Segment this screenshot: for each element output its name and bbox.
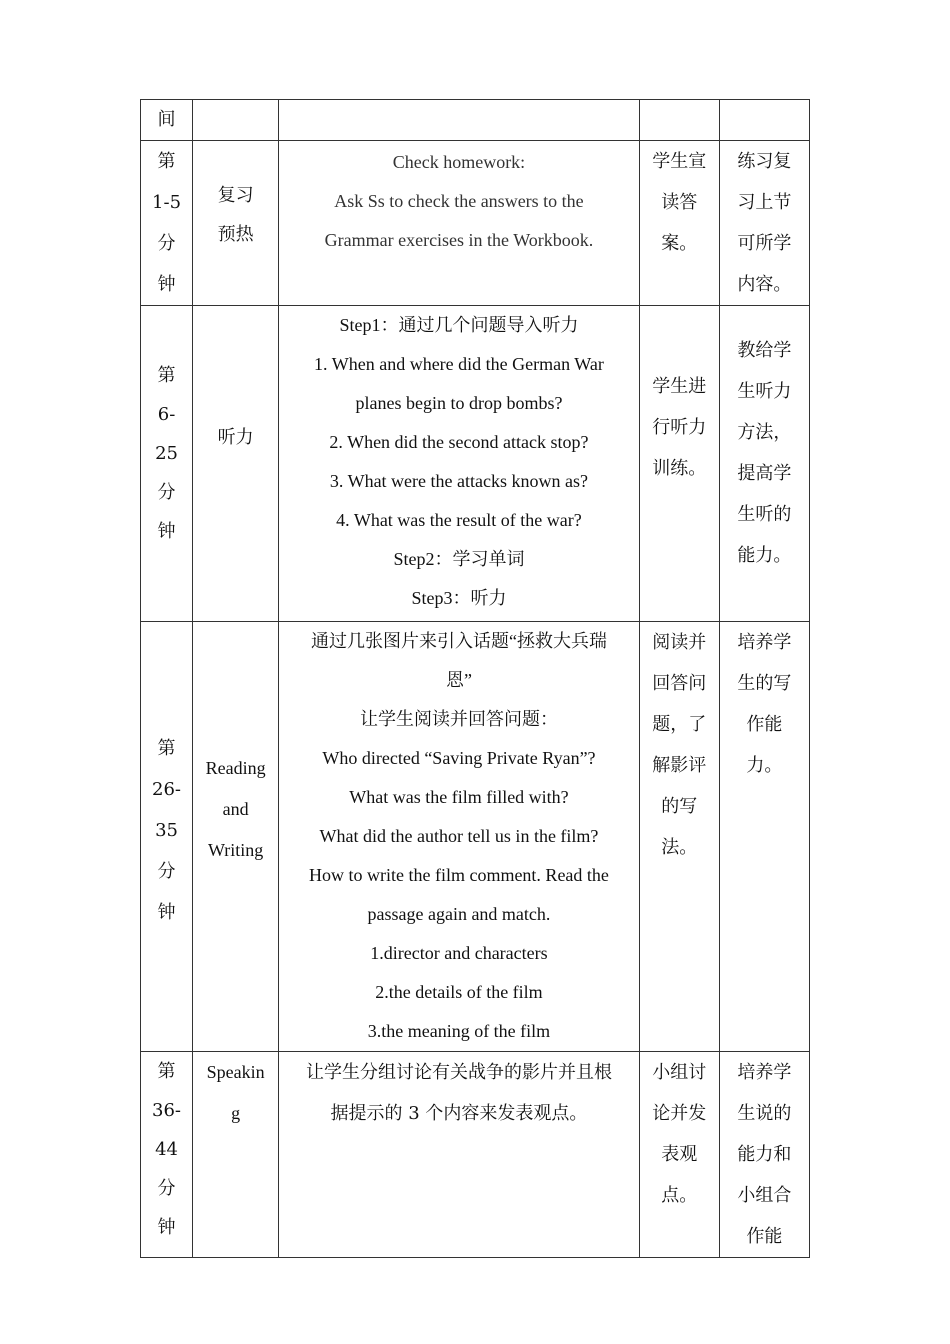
student-text: 读答 xyxy=(661,192,698,213)
lesson-plan-table xyxy=(140,99,810,1258)
purpose-cell xyxy=(719,1052,809,1258)
activity-cell xyxy=(279,622,640,1052)
time-text: 分 xyxy=(157,233,176,254)
activity-cell xyxy=(279,1052,640,1258)
time-text: 1-5 xyxy=(152,192,182,213)
table-row xyxy=(141,622,810,1052)
time-text: 钟 xyxy=(157,902,176,923)
student-text: 表观 xyxy=(661,1144,698,1165)
time-text: 第 xyxy=(157,1061,176,1082)
purpose-cell xyxy=(719,141,809,306)
purpose-text: 能力。 xyxy=(737,545,792,566)
student-cell xyxy=(639,1052,719,1258)
activity-line: How to write the film comment. Read the xyxy=(308,865,609,885)
purpose-text: 力。 xyxy=(746,755,783,776)
time-text: 钟 xyxy=(157,274,176,295)
time-text: 钟 xyxy=(157,521,176,542)
purpose-cell xyxy=(719,622,809,1052)
stage-text: Reading xyxy=(205,758,266,778)
time-text: 间 xyxy=(157,109,176,130)
activity-line: 4. What was the result of the war? xyxy=(336,510,582,530)
purpose-text: 提高学 xyxy=(737,463,792,484)
student-cell xyxy=(639,100,719,141)
activity-line: Step2：学习单词 xyxy=(393,549,525,569)
time-text: 第 xyxy=(157,738,176,759)
purpose-text: 习上节 xyxy=(737,192,792,213)
student-text: 法。 xyxy=(661,837,698,858)
time-text: 26- xyxy=(152,779,182,800)
stage-text: 听力 xyxy=(217,427,254,448)
time-text: 分 xyxy=(157,1178,176,1199)
activity-line: 通过几张图片来引入话题“拯救大兵瑞 xyxy=(310,631,607,651)
student-text: 论并发 xyxy=(652,1103,707,1124)
activity-cell xyxy=(279,306,640,622)
activity-line: 1.director and characters xyxy=(370,943,548,963)
activity-cell xyxy=(279,100,640,141)
time-text: 第 xyxy=(157,365,176,386)
stage-cell xyxy=(193,622,279,1052)
student-text: 的写 xyxy=(661,796,698,817)
activity-line: 1. When and where did the German War xyxy=(314,354,604,374)
activity-line: 让学生阅读并回答问题： xyxy=(359,709,558,729)
table-row xyxy=(141,1052,810,1258)
stage-cell xyxy=(193,1052,279,1258)
purpose-text: 练习复 xyxy=(737,151,792,172)
activity-line: passage again and match. xyxy=(367,904,551,924)
activity-line: 让学生分组讨论有关战争的影片并且根 xyxy=(305,1062,612,1083)
purpose-text: 可所学 xyxy=(737,233,792,254)
student-text: 案。 xyxy=(661,233,698,254)
stage-text: Speakin xyxy=(206,1062,265,1082)
time-text: 36- xyxy=(152,1100,182,1121)
purpose-text: 生说的 xyxy=(737,1103,792,1124)
time-cell xyxy=(141,1052,193,1258)
time-text: 分 xyxy=(157,861,176,882)
activity-line: Ask Ss to check the answers to the xyxy=(334,191,584,211)
purpose-text: 教给学 xyxy=(737,340,792,361)
stage-cell xyxy=(193,306,279,622)
stage-text: Writing xyxy=(207,840,264,860)
time-cell xyxy=(141,306,193,622)
time-cell xyxy=(141,622,193,1052)
stage-text: and xyxy=(222,799,249,819)
activity-cell xyxy=(279,141,640,306)
purpose-text: 生听力 xyxy=(737,381,792,402)
activity-line: What did the author tell us in the film? xyxy=(319,826,599,846)
time-text: 25 xyxy=(155,443,178,464)
table-row xyxy=(141,306,810,622)
purpose-text: 生听的 xyxy=(737,504,792,525)
activity-line: 2.the details of the film xyxy=(375,982,543,1002)
student-text: 小组讨 xyxy=(652,1062,707,1083)
student-text: 训练。 xyxy=(652,458,707,479)
activity-line: Grammar exercises in the Workbook. xyxy=(324,230,594,250)
time-text: 钟 xyxy=(157,1217,176,1238)
stage-text: 预热 xyxy=(217,224,254,245)
activity-line: 据提示的 3 个内容来发表观点。 xyxy=(330,1103,588,1124)
activity-line: Who directed “Saving Private Ryan”? xyxy=(322,748,596,768)
activity-line: 恩” xyxy=(445,670,472,690)
time-cell xyxy=(141,141,193,306)
activity-line: Step1：通过几个问题导入听力 xyxy=(339,315,579,335)
time-text: 分 xyxy=(157,482,176,503)
time-text: 35 xyxy=(155,820,178,841)
time-text: 44 xyxy=(155,1139,178,1160)
activity-line: 3. What were the attacks known as? xyxy=(329,471,588,491)
student-text: 点。 xyxy=(661,1185,698,1206)
purpose-text: 生的写 xyxy=(737,673,792,694)
purpose-text: 培养学 xyxy=(737,1062,792,1083)
purpose-cell xyxy=(719,100,809,141)
purpose-text: 培养学 xyxy=(737,632,792,653)
student-text: 回答问 xyxy=(652,673,707,694)
activity-line: Step3：听力 xyxy=(411,588,507,608)
student-text: 解影评 xyxy=(652,755,707,776)
student-text: 学生宣 xyxy=(652,151,707,172)
time-text: 6- xyxy=(157,404,176,425)
activity-line: 2. When did the second attack stop? xyxy=(329,432,589,452)
time-cell xyxy=(141,100,193,141)
activity-line: planes begin to drop bombs? xyxy=(355,393,563,413)
purpose-text: 小组合 xyxy=(737,1185,792,1206)
stage-cell xyxy=(193,141,279,306)
student-text: 阅读并 xyxy=(652,632,707,653)
student-cell xyxy=(639,622,719,1052)
activity-line: Check homework: xyxy=(392,152,526,172)
time-text: 第 xyxy=(157,151,176,172)
activity-line: 3.the meaning of the film xyxy=(367,1021,551,1041)
table-row xyxy=(141,141,810,306)
purpose-text: 能力和 xyxy=(737,1144,792,1165)
purpose-text: 作能 xyxy=(746,714,783,735)
purpose-text: 内容。 xyxy=(737,274,792,295)
stage-text: 复习 xyxy=(217,185,254,206)
stage-cell xyxy=(193,100,279,141)
student-cell xyxy=(639,141,719,306)
stage-text: g xyxy=(231,1103,241,1123)
student-text: 学生进 xyxy=(652,376,707,397)
student-text: 行听力 xyxy=(652,417,707,438)
table-row xyxy=(141,100,810,141)
activity-line: What was the film filled with? xyxy=(349,787,569,807)
purpose-text: 方法， xyxy=(737,422,792,443)
purpose-cell xyxy=(719,306,809,622)
student-cell xyxy=(639,306,719,622)
purpose-text: 作能 xyxy=(746,1226,783,1247)
student-text: 题，了 xyxy=(652,714,707,735)
